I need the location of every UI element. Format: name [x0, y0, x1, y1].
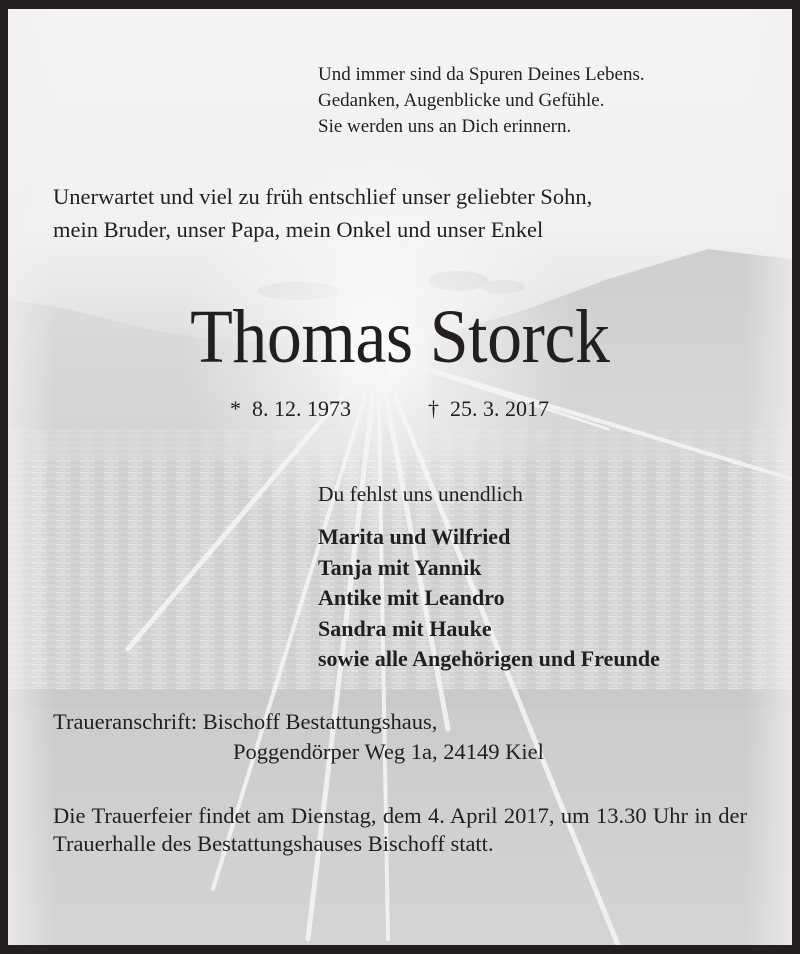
intro-line: Unerwartet und viel zu früh entschlief unser geliebter Sohn, — [53, 184, 593, 209]
death-cross-icon: † — [428, 396, 439, 421]
memorial-poem — [318, 62, 645, 140]
mourners-list — [318, 522, 660, 675]
deceased-name: Thomas Storck — [190, 295, 610, 379]
poem-line: Gedanken, Augenblicke und Gefühle. — [318, 90, 605, 111]
address-name: Bischoff Bestattungshaus, — [202, 709, 438, 734]
mourner-entry: Marita und Wilfried — [318, 524, 511, 549]
birth-date-value: 8. 12. 1973 — [252, 396, 351, 421]
death-date-value: 25. 3. 2017 — [450, 396, 549, 421]
death-date — [428, 394, 549, 424]
obituary-text — [8, 9, 792, 945]
farewell-line: Du fehlst uns unendlich — [318, 482, 523, 506]
mourner-entry: Tanja mit Yannik — [318, 554, 482, 580]
mourner-entry: sowie alle Angehörigen und Freunde — [318, 646, 660, 671]
mourner-entry: Antike mit Leandro — [318, 585, 505, 610]
address-line-2: Poggendörper Weg 1a, 24149 Kiel — [233, 739, 544, 764]
address-label: Traueranschrift: — [53, 709, 198, 734]
mourning-address — [53, 707, 544, 767]
mourner-entry: Sandra mit Hauke — [318, 615, 492, 641]
birth-star-icon: * — [230, 396, 241, 421]
birth-date — [230, 394, 351, 424]
poem-line: Sie werden uns an Dich erinnern. — [318, 116, 572, 137]
announcement-intro — [53, 180, 592, 246]
obituary-card — [8, 9, 792, 945]
funeral-service-notice: Die Trauerfeier findet am Dienstag, dem 4. April 2017, um 13.30 Uhr in der Trauerhalle des Bestattungshauses Bischoff statt. — [53, 803, 747, 856]
address-line-1 — [53, 707, 544, 737]
poem-line: Und immer sind da Spuren Deines Lebens. — [318, 64, 645, 85]
intro-line: mein Bruder, unser Papa, mein Onkel und unser Enkel — [53, 217, 544, 242]
